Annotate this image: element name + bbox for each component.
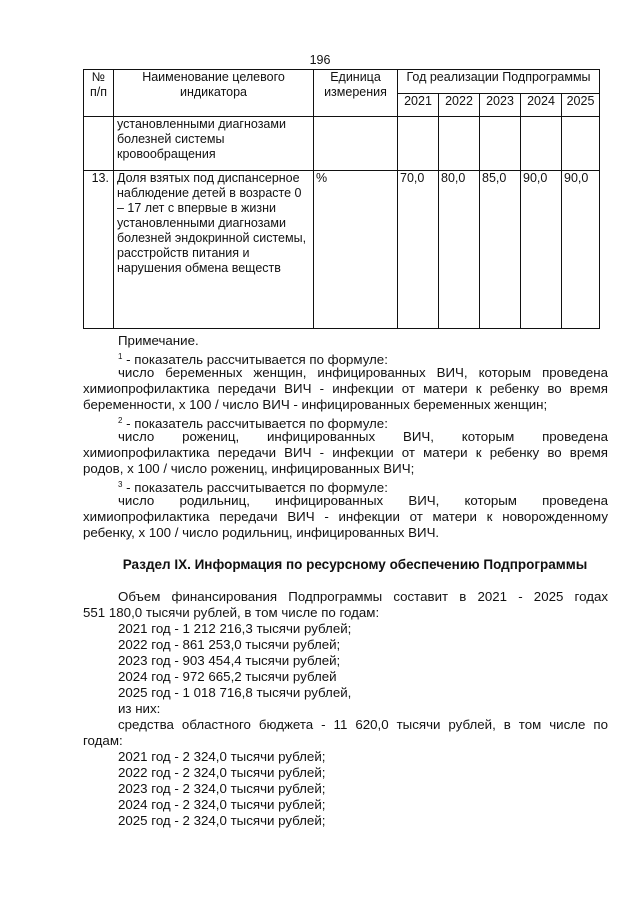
section-title: Раздел IX. Информация по ресурсному обеспечению Подпрограммы	[122, 557, 588, 572]
row-value: 85,0	[480, 171, 521, 329]
note-2-mark: 2	[118, 416, 123, 425]
table-row-continued	[84, 117, 600, 171]
regional-budget-line: средства областного бюджета - 11 620,0 тысячи рублей, в том числе по	[118, 717, 608, 732]
note-3-line: ребенку, х 100 / число родильниц, инфицированных ВИЧ.	[83, 525, 440, 540]
header-unit: Единица измерения	[314, 70, 398, 117]
row-name: Доля взятых под диспансерное наблюдение детей в возрасте 0 – 17 лет с впервые в жизни установленными диагнозами болезней эндокринной системы, расстройств питания и нарушения обмена веществ	[114, 171, 314, 329]
note-3-line: химиопрофилактика передачи ВИЧ - инфекции от матери к новорожденному	[83, 509, 608, 524]
table-row	[84, 171, 600, 329]
year-regional: 2024 год - 2 324,0 тысячи рублей;	[118, 797, 326, 812]
note-2-line: число рожениц, инфицированных ВИЧ, которым проведена	[118, 429, 608, 444]
year-regional: 2022 год - 2 324,0 тысячи рублей;	[118, 765, 326, 780]
row-value: 90,0	[521, 171, 562, 329]
row-value: 70,0	[398, 171, 439, 329]
note-3-intro: $^3$ - показатель рассчитывается по формуле:	[118, 480, 388, 495]
financing-paragraph-line: Объем финансирования Подпрограммы составит в 2021 - 2025 годах	[118, 589, 608, 604]
note-1-line: число беременных женщин, инфицированных ВИЧ, которым проведена	[118, 365, 608, 380]
note-3-line: число родильниц, инфицированных ВИЧ, которым проведена	[118, 493, 608, 508]
note-1-line: беременности, х 100 / число ВИЧ - инфицированных беременных женщин;	[83, 397, 548, 412]
note-1-mark: 1	[118, 352, 123, 361]
of-them-label: из них:	[118, 701, 161, 716]
header-year: 2024	[521, 94, 562, 117]
continued-name: установленными диагнозами болезней системы кровообращения	[114, 117, 314, 171]
note-1-line: химиопрофилактика передачи ВИЧ - инфекции от матери к ребенку во время	[83, 381, 608, 396]
note-1-intro: $^1$ - показатель рассчитывается по формуле:	[118, 352, 388, 367]
notes-title: Примечание.	[118, 333, 199, 348]
page-number: 196	[309, 53, 331, 67]
row-value: 80,0	[439, 171, 480, 329]
year-total: 2022 год - 861 253,0 тысячи рублей;	[118, 637, 341, 652]
note-2-line: родов, х 100 / число рожениц, инфицированных ВИЧ;	[83, 461, 415, 476]
row-num: 13.	[84, 171, 114, 329]
year-total: 2024 год - 972 665,2 тысячи рублей	[118, 669, 337, 684]
year-regional: 2023 год - 2 324,0 тысячи рублей;	[118, 781, 326, 796]
header-year: 2023	[480, 94, 521, 117]
year-total: 2021 год - 1 212 216,3 тысячи рублей;	[118, 621, 352, 636]
year-regional: 2025 год - 2 324,0 тысячи рублей;	[118, 813, 326, 828]
header-name: Наименование целевого индикатора	[114, 70, 314, 117]
header-years-group: Год реализации Подпрограммы	[398, 70, 600, 94]
year-total: 2023 год - 903 454,4 тысячи рублей;	[118, 653, 341, 668]
header-num: № п/п	[84, 70, 114, 117]
indicators-table	[83, 69, 600, 329]
year-total: 2025 год - 1 018 716,8 тысячи рублей,	[118, 685, 352, 700]
row-unit: %	[314, 171, 398, 329]
year-regional: 2021 год - 2 324,0 тысячи рублей;	[118, 749, 326, 764]
header-year: 2025	[562, 94, 600, 117]
financing-paragraph-line: 551 180,0 тысячи рублей, в том числе по годам:	[83, 605, 380, 620]
note-3-mark: 3	[118, 480, 123, 489]
regional-budget-line: годам:	[83, 733, 123, 748]
note-2-line: химиопрофилактика передачи ВИЧ - инфекции от матери к ребенку во время	[83, 445, 608, 460]
row-value: 90,0	[562, 171, 600, 329]
header-year: 2022	[439, 94, 480, 117]
note-2-intro: $^2$ - показатель рассчитывается по формуле:	[118, 416, 388, 431]
header-year: 2021	[398, 94, 439, 117]
